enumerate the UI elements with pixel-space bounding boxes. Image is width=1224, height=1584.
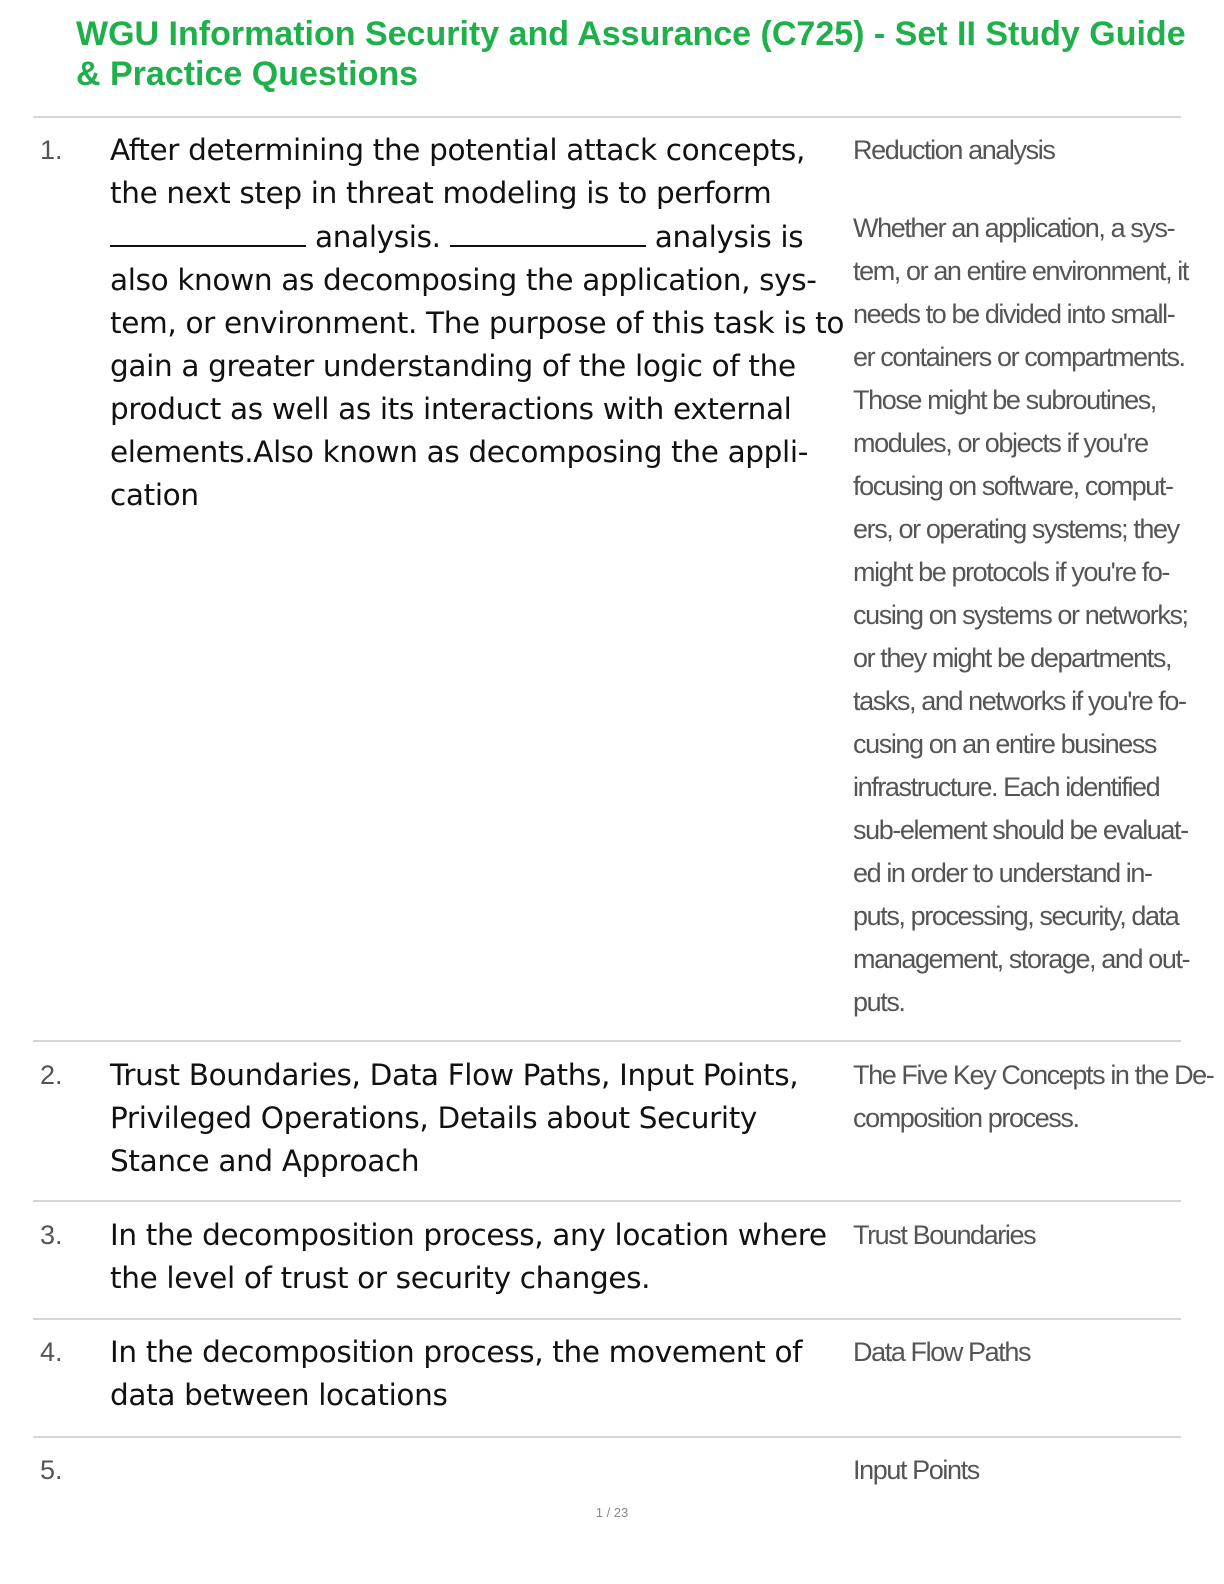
answer-line: ed in order to understand in- [853, 858, 1152, 888]
card-number: 3. [40, 1220, 63, 1250]
answer-line: composition process. [853, 1103, 1079, 1133]
answer-line: er containers or compartments. [853, 342, 1185, 372]
card-number: 1. [40, 135, 63, 165]
answer-line: Trust Boundaries [853, 1220, 1036, 1250]
card-question: In the decomposition process, any location where the level of trust or security changes. [110, 1218, 827, 1295]
answer-line: focusing on software, comput- [853, 471, 1173, 501]
answer-line: modules, or objects if you're [853, 428, 1148, 458]
answer-line: cusing on an entire business [853, 729, 1157, 759]
question-text: analysis. [315, 220, 441, 254]
card-question: Trust Boundaries, Data Flow Paths, Input Points, Privileged Operations, Details about Security Stance and Approach [110, 1058, 799, 1178]
answer-term: Reduction analysis [853, 135, 1055, 165]
answer-line: tasks, and networks if you're fo- [853, 686, 1186, 716]
card-number: 2. [40, 1060, 63, 1090]
answer-line: might be protocols if you're fo- [853, 557, 1170, 587]
answer-line: The Five Key Concepts in the De- [853, 1060, 1214, 1090]
divider [33, 1436, 1181, 1438]
answer-line: Input Points [853, 1455, 979, 1485]
answer-line: ers, or operating systems; they [853, 514, 1179, 544]
card-answer [853, 1331, 1173, 1374]
answer-line: needs to be divided into small- [853, 299, 1175, 329]
answer-line: puts. [853, 987, 905, 1017]
card-answer [853, 1054, 1214, 1140]
fill-in-blank [450, 215, 646, 247]
answer-line: tem, or an entire environment, it [853, 256, 1188, 286]
answer-line: cusing on systems or networks; [853, 600, 1188, 630]
answer-spacer [853, 172, 1173, 207]
divider [33, 116, 1181, 118]
card-number: 5. [40, 1455, 63, 1485]
divider [33, 1200, 1181, 1202]
card-question: In the decomposition process, the movement of data between locations [110, 1335, 803, 1412]
answer-line: puts, processing, security, data [853, 901, 1179, 931]
question-text: analysis is also known as decomposing the application, sys-tem, or environment. The purpose of this task is to gain a greater understanding of the logic of the product as well as its interactions with external elements.Also known as decomposing the appli-cation [110, 220, 845, 512]
card-question [110, 129, 845, 517]
answer-line: sub-element should be evaluat- [853, 815, 1188, 845]
card-number: 4. [40, 1337, 63, 1367]
divider [33, 1040, 1181, 1042]
question-text: After determining the potential attack concepts, the next step in threat modeling is to perform [110, 133, 805, 210]
page-number: 1 / 23 [595, 1505, 629, 1520]
answer-line: or they might be departments, [853, 643, 1172, 673]
card-answer [853, 1214, 1173, 1257]
card-answer [853, 1449, 1173, 1492]
fill-in-blank [110, 215, 306, 247]
answer-line: Those might be subroutines, [853, 385, 1156, 415]
card-answer [853, 129, 1190, 1024]
document-title: WGU Information Security and Assurance (C725) - Set II Study Guide & Practice Questions [76, 15, 1186, 93]
answer-line: Data Flow Paths [853, 1337, 1031, 1367]
divider [33, 1318, 1181, 1320]
answer-line: management, storage, and out- [853, 944, 1190, 974]
answer-line: infrastructure. Each identified [853, 772, 1160, 802]
answer-line: Whether an application, a sys- [853, 213, 1175, 243]
